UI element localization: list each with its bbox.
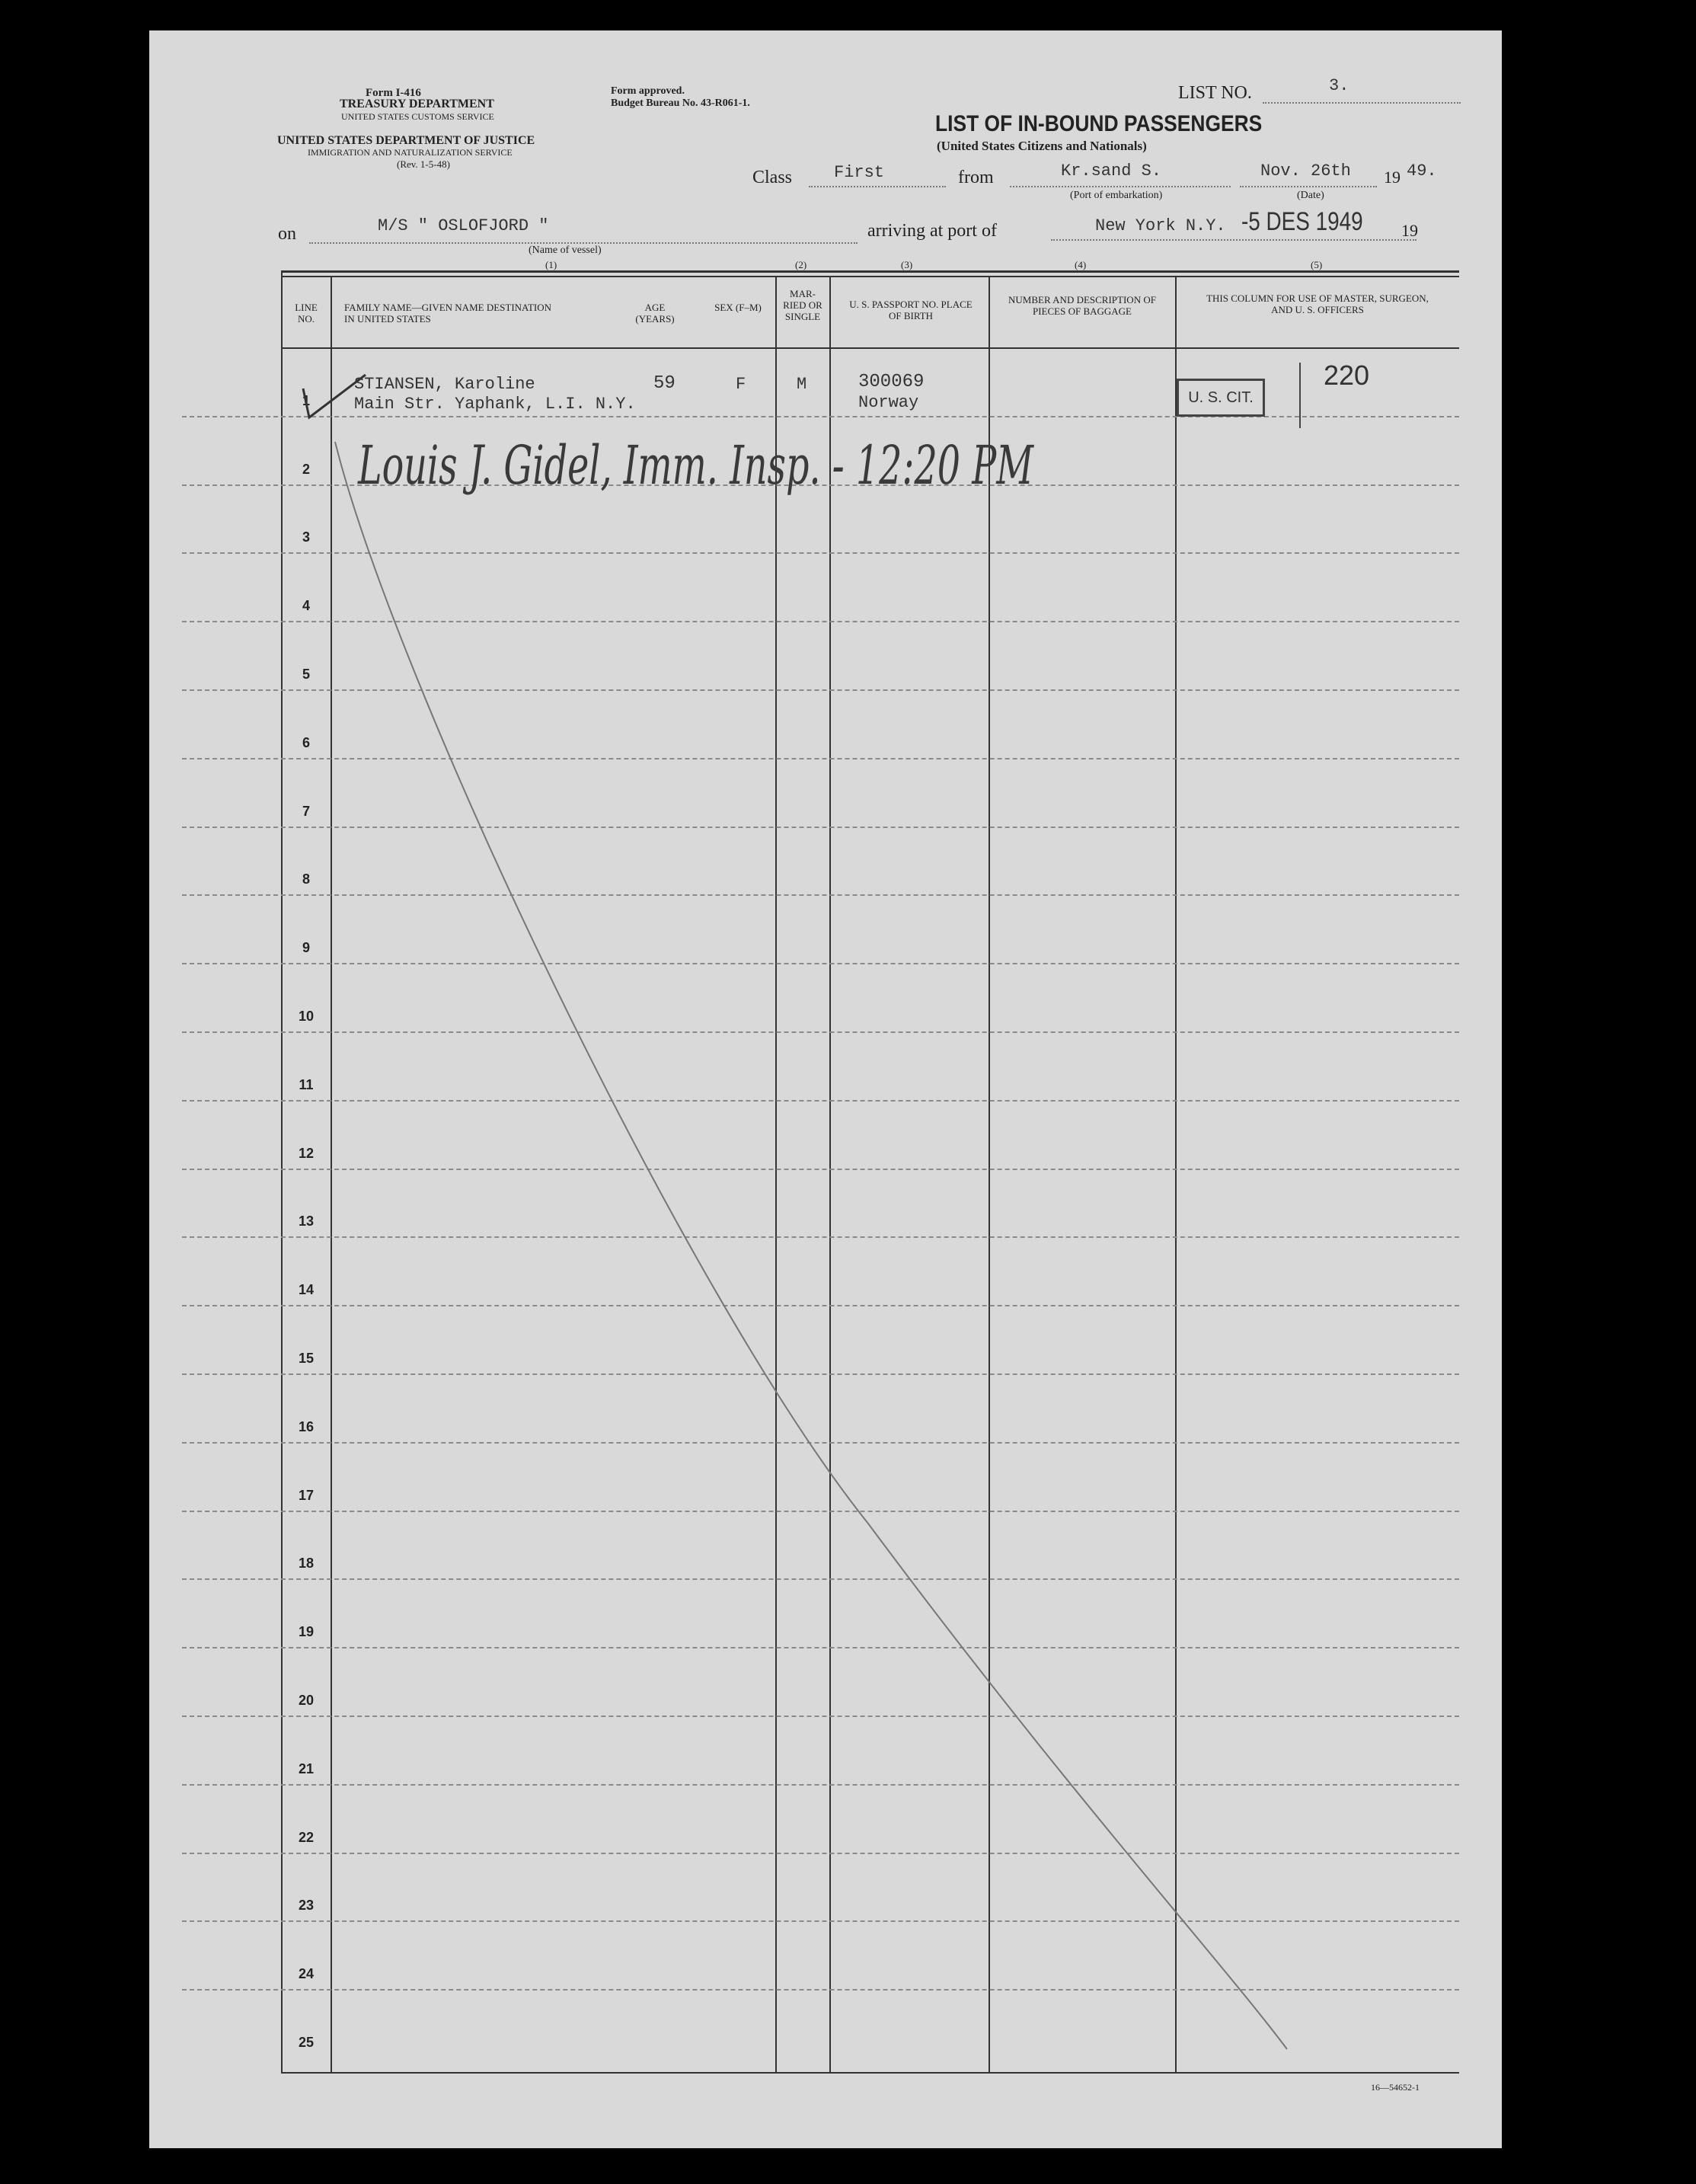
row-rule — [182, 1647, 1459, 1648]
row-rule — [182, 1784, 1459, 1786]
list-no-label: LIST NO. — [1178, 83, 1252, 103]
row-rule — [182, 1236, 1459, 1238]
from-value: Kr.sand S. — [1061, 161, 1162, 181]
ins-service: IMMIGRATION AND NATURALIZATION SERVICE — [308, 147, 513, 158]
line-number: 4 — [302, 598, 310, 613]
line-number: 20 — [298, 1693, 315, 1708]
row-rule — [182, 1442, 1459, 1444]
row-rule — [182, 1989, 1459, 1991]
line-number: 6 — [302, 735, 310, 750]
row-rule — [182, 621, 1459, 622]
line-number: 11 — [299, 1077, 314, 1092]
header-line-no: LINE NO. — [295, 302, 318, 325]
header-passport: U. S. PASSPORT NO. PLACE OF BIRTH — [849, 299, 973, 321]
arrival-stamp: -5 DES 1949 — [1241, 207, 1363, 236]
passenger-name: STIANSEN, Karoline — [354, 375, 535, 394]
line-number: 8 — [302, 871, 310, 887]
row-rule — [182, 1305, 1459, 1306]
form-number: Form I-416 — [366, 87, 421, 99]
line-number: 15 — [298, 1351, 315, 1366]
line-number: 10 — [298, 1009, 315, 1024]
header-age: AGE (YEARS) — [635, 302, 675, 325]
budget-bureau: Budget Bureau No. 43-R061-1. — [611, 98, 750, 109]
passenger-sex: F — [736, 375, 746, 394]
dept-treasury: TREASURY DEPARTMENT — [340, 98, 494, 110]
line-number: 2 — [302, 462, 310, 477]
row-rule — [182, 1578, 1459, 1580]
row-rule — [182, 552, 1459, 554]
list-no-value: 3. — [1329, 76, 1349, 95]
page-subtitle: (United States Citizens and Nationals) — [937, 139, 1147, 153]
row-rule — [182, 963, 1459, 964]
year-value: 49. — [1407, 161, 1437, 181]
line-number: 14 — [298, 1282, 315, 1297]
class-label: Class — [752, 168, 793, 187]
from-label: from — [958, 168, 994, 187]
line-number: 25 — [298, 2035, 315, 2050]
row-rule — [182, 758, 1459, 759]
class-value: First — [834, 163, 885, 182]
col-num: (1) — [545, 259, 557, 270]
vessel-caption: (Name of vessel) — [529, 245, 602, 256]
line-number: 16 — [298, 1419, 315, 1434]
arriving-label: arriving at port of — [867, 221, 997, 241]
line-number: 5 — [302, 667, 310, 682]
customs-service: UNITED STATES CUSTOMS SERVICE — [341, 111, 494, 122]
header-married: MAR-RIED OR SINGLE — [783, 288, 822, 322]
passenger-birthplace: Norway — [858, 393, 919, 412]
year-suffix: 19 — [1401, 221, 1418, 240]
col-num: (4) — [1075, 259, 1087, 270]
header-baggage: NUMBER AND DESCRIPTION OF PIECES OF BAGGAGE — [1008, 294, 1156, 317]
footer-code: 16—54652-1 — [1371, 2082, 1420, 2093]
line-number: 12 — [298, 1146, 315, 1161]
line-number: 19 — [298, 1624, 315, 1639]
passenger-age: 59 — [653, 373, 676, 394]
row-rule — [182, 827, 1459, 828]
line-number: 21 — [298, 1761, 315, 1776]
date-value: Nov. 26th — [1260, 161, 1351, 181]
col-num: (2) — [795, 259, 807, 270]
revision: (Rev. 1-5-48) — [397, 158, 450, 170]
line-number: 17 — [298, 1488, 315, 1503]
line-number: 22 — [298, 1830, 315, 1845]
line-number: 13 — [298, 1214, 315, 1229]
row-rule — [182, 1920, 1459, 1922]
passenger-passport: 300069 — [858, 372, 925, 392]
page-title: LIST OF IN-BOUND PASSENGERS — [935, 111, 1263, 136]
line-number: 9 — [302, 940, 310, 955]
line-number: 24 — [298, 1966, 315, 1981]
line-number: 23 — [298, 1898, 315, 1913]
header-name: FAMILY NAME—GIVEN NAME DESTINATION IN UNITED STATES — [344, 302, 552, 325]
row-rule — [182, 1511, 1459, 1512]
row-rule — [182, 1031, 1459, 1033]
inspector-signature: Louis J. Gidel, Imm. Insp. - 12:20 PM — [358, 434, 1033, 497]
row-rule — [182, 1853, 1459, 1854]
header-sex: SEX (F–M) — [714, 302, 762, 313]
line-number: 18 — [298, 1556, 315, 1571]
line-number: 3 — [302, 529, 310, 545]
row-rule — [182, 1716, 1459, 1717]
passenger-destination: Main Str. Yaphank, L.I. N.Y. — [354, 395, 636, 414]
row-rule — [182, 1169, 1459, 1170]
row-rule — [182, 894, 1459, 896]
on-label: on — [278, 224, 296, 244]
dept-justice: UNITED STATES DEPARTMENT OF JUSTICE — [277, 134, 535, 147]
arriving-value: New York N.Y. — [1095, 216, 1226, 235]
citizen-stamp: U. S. CIT. — [1177, 379, 1265, 417]
date-caption: (Date) — [1297, 190, 1324, 201]
row-rule — [182, 416, 1459, 417]
header-officers: THIS COLUMN FOR USE OF MASTER, SURGEON, AND U. S. OFFICERS — [1206, 293, 1429, 315]
row-rule — [182, 689, 1459, 691]
col-num: (3) — [901, 259, 913, 270]
line-number: 1 — [302, 393, 310, 408]
form-approved: Form approved. — [611, 85, 685, 97]
col-num: (5) — [1311, 259, 1323, 270]
vessel-value: M/S " OSLOFJORD " — [378, 216, 549, 235]
officer-number: 220 — [1324, 360, 1370, 391]
row-rule — [182, 1373, 1459, 1375]
year-prefix: 19 — [1384, 168, 1401, 187]
line-number: 7 — [302, 804, 310, 819]
passenger-marital: M — [797, 375, 807, 394]
port-caption: (Port of embarkation) — [1070, 190, 1163, 201]
row-rule — [182, 1100, 1459, 1102]
